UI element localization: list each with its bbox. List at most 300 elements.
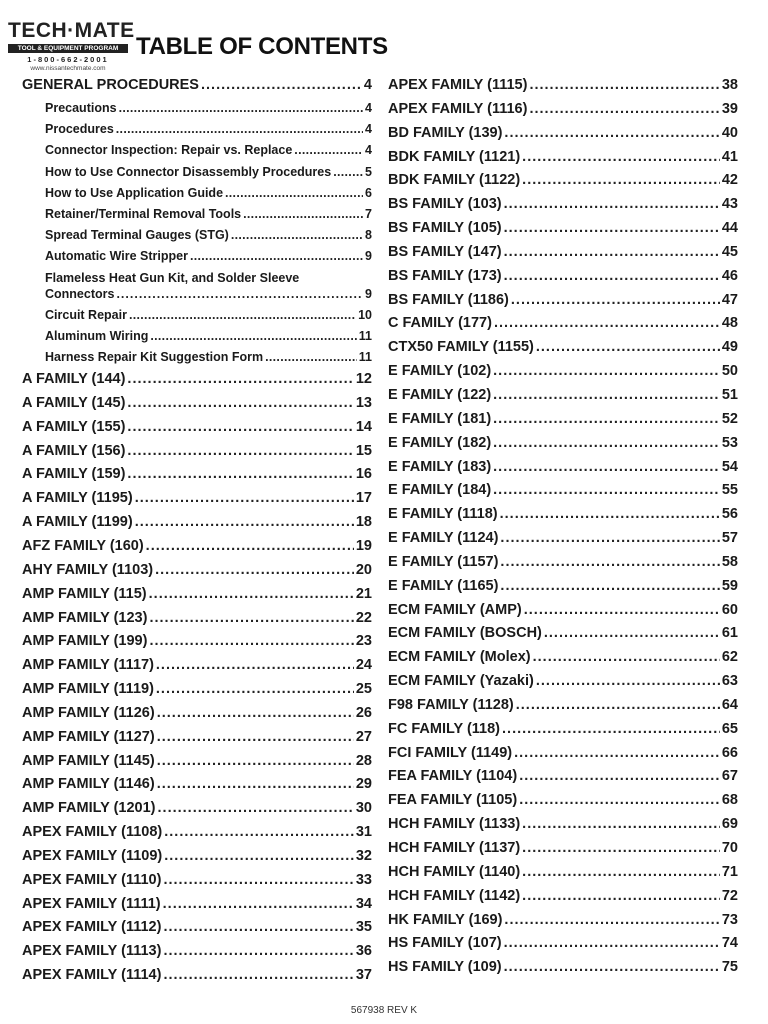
toc-entry-label: CTX50 FAMILY (1155): [388, 339, 534, 356]
toc-entry[interactable]: [22, 705, 372, 729]
toc-entry[interactable]: [22, 896, 372, 920]
dot-leader: [127, 419, 353, 435]
toc-subentry[interactable]: [45, 101, 372, 122]
techmate-logo: [8, 19, 135, 72]
toc-entry[interactable]: [22, 586, 372, 610]
toc-entry-page: 18: [355, 514, 372, 531]
dot-leader: [504, 912, 719, 928]
toc-entry-page: 15: [355, 442, 372, 459]
dot-leader: [533, 649, 720, 665]
dot-leader: [116, 287, 363, 301]
logo-brand: TECH·MATE: [8, 19, 135, 42]
toc-entry-label: AFZ FAMILY (160): [22, 537, 144, 554]
toc-entry-page: 19: [355, 537, 372, 554]
toc-entry-page: 36: [355, 943, 372, 960]
toc-subentry[interactable]: [45, 207, 372, 228]
dot-leader: [522, 172, 720, 188]
toc-entry-page: 24: [355, 657, 372, 674]
toc-entry-page: 63: [721, 673, 738, 690]
toc-entry[interactable]: [22, 967, 372, 991]
dot-leader: [522, 816, 720, 832]
toc-entry-label: E FAMILY (1118): [388, 506, 498, 523]
toc-entry-page: 55: [721, 482, 738, 499]
toc-entry[interactable]: [388, 411, 738, 435]
toc-subentry[interactable]: [45, 329, 372, 350]
toc-entry[interactable]: [22, 872, 372, 896]
dot-leader: [157, 705, 354, 721]
dot-leader: [163, 943, 353, 959]
toc-entry[interactable]: [22, 610, 372, 634]
toc-subentry-wrapped[interactable]: [45, 271, 372, 308]
toc-entry-label: AMP FAMILY (115): [22, 585, 147, 602]
dot-leader: [519, 792, 720, 808]
toc-column-left: [22, 77, 372, 991]
toc-entry-page: 28: [355, 752, 372, 769]
toc-entry-page: 33: [355, 871, 372, 888]
dot-leader: [158, 800, 354, 816]
dot-leader: [529, 101, 719, 117]
toc-entry-page: 12: [355, 371, 372, 388]
toc-subentry[interactable]: [45, 165, 372, 186]
dot-leader: [493, 482, 720, 498]
toc-entry[interactable]: [388, 506, 738, 530]
toc-entry-label: BS FAMILY (105): [388, 220, 502, 237]
toc-entry-label: APEX FAMILY (1108): [22, 824, 163, 841]
toc-entry-label: AMP FAMILY (1126): [22, 704, 155, 721]
toc-entry-label: HS FAMILY (107): [388, 935, 502, 952]
toc-entry-line2[interactable]: [45, 287, 372, 306]
dot-leader: [494, 315, 720, 331]
toc-entry-page: 14: [355, 418, 372, 435]
toc-entry[interactable]: [388, 816, 738, 840]
toc-entry[interactable]: [388, 602, 738, 626]
toc-entry[interactable]: [388, 768, 738, 792]
toc-entry[interactable]: [22, 776, 372, 800]
dot-leader: [225, 186, 363, 200]
dot-leader: [157, 776, 354, 792]
toc-entry-label: APEX FAMILY (1111): [22, 895, 161, 912]
dot-leader: [493, 411, 720, 427]
dot-leader: [493, 363, 720, 379]
toc-entry[interactable]: [388, 745, 738, 769]
toc-entry-label: E FAMILY (181): [388, 410, 492, 427]
toc-entry-label: How to Use Connector Disassembly Procedures: [45, 164, 332, 179]
toc-entry[interactable]: [22, 538, 372, 562]
toc-list-left: [22, 371, 372, 991]
toc-entry[interactable]: [388, 673, 738, 697]
toc-entry-label: Connectors: [45, 286, 115, 301]
toc-entry-page: 40: [721, 124, 738, 141]
toc-entry-page: 66: [721, 744, 738, 761]
toc-entry-label: E FAMILY (1157): [388, 553, 499, 570]
toc-entry-page: 65: [721, 720, 738, 737]
toc-entry-label: APEX FAMILY (1110): [22, 871, 162, 888]
toc-entry-label: AMP FAMILY (1145): [22, 752, 155, 769]
toc-entry-page: 60: [721, 601, 738, 618]
toc-entry-page: 51: [721, 386, 738, 403]
toc-entry-page: 26: [355, 704, 372, 721]
toc-entry[interactable]: [388, 482, 738, 506]
toc-entry[interactable]: [388, 721, 738, 745]
toc-entry-page: 39: [721, 100, 738, 117]
toc-entry-label: BS FAMILY (173): [388, 267, 502, 284]
toc-entry[interactable]: [388, 387, 738, 411]
toc-entry-page: 42: [721, 172, 738, 189]
toc-entry-page: 23: [355, 633, 372, 650]
toc-entry-page: 30: [355, 800, 372, 817]
toc-entry-label: AMP FAMILY (1201): [22, 800, 156, 817]
toc-entry-label: E FAMILY (1124): [388, 530, 499, 547]
dot-leader: [511, 292, 720, 308]
toc-subentry[interactable]: [45, 122, 372, 143]
toc-entry-page: 29: [355, 776, 372, 793]
toc-subentry[interactable]: [45, 350, 372, 371]
toc-entry-label: HCH FAMILY (1133): [388, 816, 521, 833]
dot-leader: [157, 729, 354, 745]
toc-entry-label: ECM FAMILY (Molex): [388, 649, 531, 666]
toc-entry-page: 5: [365, 164, 372, 179]
toc-entry-page: 53: [721, 434, 738, 451]
dot-leader: [544, 625, 720, 641]
toc-entry-page: 46: [721, 267, 738, 284]
toc-entry[interactable]: [22, 681, 372, 705]
toc-entry-label: BD FAMILY (139): [388, 124, 503, 141]
dot-leader: [127, 443, 353, 459]
dot-leader: [127, 395, 353, 411]
toc-entry-label: AMP FAMILY (1119): [22, 681, 154, 698]
dot-leader: [265, 350, 357, 364]
dot-leader: [163, 919, 353, 935]
toc-entry-page: 72: [721, 887, 738, 904]
toc-entry[interactable]: [388, 315, 738, 339]
toc-entry-page: 68: [721, 792, 738, 809]
toc-entry-page: 62: [721, 649, 738, 666]
dot-leader: [519, 768, 720, 784]
toc-entry-page: 69: [721, 816, 738, 833]
toc-entry-label: AMP FAMILY (1127): [22, 728, 155, 745]
toc-entry-page: 17: [355, 490, 372, 507]
toc-entry-label: HK FAMILY (169): [388, 911, 503, 928]
toc-entry-page: 67: [721, 768, 738, 785]
dot-leader: [504, 220, 720, 236]
toc-entry-page: 75: [721, 959, 738, 976]
dot-leader: [149, 610, 353, 626]
toc-entry[interactable]: [22, 729, 372, 753]
toc-entry[interactable]: [388, 459, 738, 483]
toc-entry[interactable]: [388, 697, 738, 721]
dot-leader: [504, 244, 720, 260]
toc-entry[interactable]: [388, 220, 738, 244]
toc-entry-label: FEA FAMILY (1104): [388, 768, 518, 785]
toc-entry-label: E FAMILY (102): [388, 363, 492, 380]
toc-entry-page: 4: [363, 77, 372, 93]
toc-entry-label: AMP FAMILY (1146): [22, 776, 155, 793]
toc-entry-label: A FAMILY (1195): [22, 490, 133, 507]
dot-leader: [127, 371, 353, 387]
toc-entry-label: Precautions: [45, 101, 117, 115]
dot-leader: [502, 721, 720, 737]
dot-leader: [524, 602, 720, 618]
toc-entry[interactable]: [22, 466, 372, 490]
toc-entry[interactable]: [388, 172, 738, 196]
dot-leader: [529, 77, 719, 93]
dot-leader: [156, 657, 354, 673]
toc-entry[interactable]: [388, 625, 738, 649]
toc-entry-label: A FAMILY (155): [22, 418, 126, 435]
toc-entry[interactable]: [22, 848, 372, 872]
toc-entry[interactable]: [22, 657, 372, 681]
dot-leader: [149, 586, 354, 602]
toc-entry[interactable]: [388, 888, 738, 912]
toc-entry[interactable]: [22, 753, 372, 777]
dot-leader: [163, 967, 353, 983]
toc-entry-page: 48: [721, 315, 738, 332]
toc-entry-page: 4: [365, 122, 372, 137]
toc-entry-label: AMP FAMILY (199): [22, 633, 148, 650]
toc-entry-page: 27: [355, 728, 372, 745]
toc-entry-page: 20: [355, 561, 372, 578]
toc-entry[interactable]: [22, 943, 372, 967]
dot-leader: [504, 125, 719, 141]
toc-entry[interactable]: [388, 268, 738, 292]
dot-leader: [522, 840, 720, 856]
toc-entry-label: BDK FAMILY (1122): [388, 172, 521, 189]
dot-leader: [163, 872, 353, 888]
toc-entry-page: 16: [355, 466, 372, 483]
toc-column-right: [388, 77, 738, 983]
dot-leader: [333, 165, 363, 179]
toc-entry-label: AMP FAMILY (1117): [22, 657, 154, 674]
toc-entry[interactable]: [22, 371, 372, 395]
toc-entry-page: 54: [721, 458, 738, 475]
toc-entry-page: 41: [721, 148, 738, 165]
toc-entry-label: A FAMILY (144): [22, 371, 126, 388]
toc-entry-page: 31: [355, 824, 372, 841]
toc-subentry[interactable]: [45, 143, 372, 164]
toc-entry-label: AMP FAMILY (123): [22, 609, 148, 626]
toc-entry[interactable]: [388, 196, 738, 220]
toc-entry-label: HS FAMILY (109): [388, 959, 502, 976]
toc-entry[interactable]: [388, 77, 738, 101]
dot-leader: [116, 122, 363, 136]
toc-entry-label: Circuit Repair: [45, 307, 127, 322]
toc-entry-page: 50: [721, 363, 738, 380]
toc-entry[interactable]: [388, 935, 738, 959]
toc-entry[interactable]: [22, 419, 372, 443]
toc-entry-label: HCH FAMILY (1142): [388, 887, 521, 904]
toc-entry-page: 49: [721, 339, 738, 356]
dot-leader: [231, 228, 363, 242]
toc-subentry[interactable]: [45, 228, 372, 249]
dot-leader: [149, 633, 353, 649]
dot-leader: [164, 848, 354, 864]
toc-entry[interactable]: [388, 840, 738, 864]
toc-entry-label: A FAMILY (159): [22, 466, 126, 483]
toc-subentry[interactable]: [45, 308, 372, 329]
dot-leader: [119, 101, 363, 115]
toc-entry-page: 58: [721, 553, 738, 570]
toc-entry-label: ECM FAMILY (BOSCH): [388, 625, 542, 642]
dot-leader: [146, 538, 354, 554]
toc-entry-page: 74: [721, 935, 738, 952]
dot-leader: [157, 753, 354, 769]
toc-entry-label: BS FAMILY (103): [388, 196, 502, 213]
dot-leader: [201, 77, 362, 93]
toc-entry-label: Aluminum Wiring: [45, 328, 149, 343]
dot-leader: [500, 578, 719, 594]
toc-entry-page: 34: [355, 895, 372, 912]
dot-leader: [522, 864, 720, 880]
toc-entry-page: 11: [358, 349, 372, 364]
toc-entry-label: APEX FAMILY (1113): [22, 943, 162, 960]
dot-leader: [135, 514, 354, 530]
toc-entry-page: 11: [358, 328, 372, 343]
toc-entry[interactable]: [388, 530, 738, 554]
logo-url: www.nissantechmate.com: [30, 65, 106, 72]
toc-entry-page: 59: [721, 577, 738, 594]
toc-entry-label: Procedures: [45, 122, 114, 137]
toc-subentry[interactable]: [45, 186, 372, 207]
toc-entry[interactable]: [22, 490, 372, 514]
toc-entry-page: 9: [365, 286, 372, 301]
dot-leader: [536, 339, 720, 355]
toc-entry-label: Retainer/Terminal Removal Tools: [45, 206, 242, 221]
dot-leader: [500, 530, 719, 546]
dot-leader: [163, 896, 354, 912]
toc-entry-label: E FAMILY (122): [388, 386, 492, 403]
toc-entry-page: 4: [365, 143, 372, 158]
toc-entry-page: 47: [721, 291, 738, 308]
dot-leader: [504, 196, 720, 212]
toc-entry-page: 4: [365, 101, 372, 115]
toc-entry-page: 13: [355, 394, 372, 411]
toc-entry-page: 32: [355, 847, 372, 864]
toc-entry-page: 10: [358, 307, 372, 322]
dot-leader: [493, 387, 720, 403]
toc-entry[interactable]: [388, 912, 738, 936]
logo-tagline: TOOL & EQUIPMENT PROGRAM: [8, 44, 128, 53]
toc-subentry[interactable]: [45, 249, 372, 270]
toc-entry[interactable]: [388, 864, 738, 888]
page-title: TABLE OF CONTENTS: [136, 33, 388, 60]
toc-entry[interactable]: [22, 395, 372, 419]
toc-entry-page: 25: [355, 681, 372, 698]
toc-entry-page: 44: [721, 220, 738, 237]
dot-leader: [516, 697, 720, 713]
dot-leader: [164, 824, 354, 840]
toc-entry-label: APEX FAMILY (1116): [388, 100, 528, 117]
toc-entry-label: GENERAL PROCEDURES: [22, 77, 199, 93]
toc-entry-label: BDK FAMILY (1121): [388, 148, 521, 165]
dot-leader: [500, 506, 720, 522]
toc-entry[interactable]: [388, 125, 738, 149]
toc-entry-page: 21: [355, 585, 372, 602]
toc-entry-page: 35: [355, 919, 372, 936]
toc-entry-page: 8: [365, 228, 372, 243]
toc-entry[interactable]: [22, 562, 372, 586]
toc-entry[interactable]: [22, 800, 372, 824]
toc-entry[interactable]: [388, 363, 738, 387]
toc-entry-general-procedures[interactable]: [22, 77, 372, 101]
toc-entry-label: HCH FAMILY (1140): [388, 863, 521, 880]
dot-leader: [522, 888, 720, 904]
toc-entry-label: A FAMILY (1199): [22, 514, 133, 531]
toc-entry[interactable]: [388, 959, 738, 983]
toc-entry[interactable]: [388, 792, 738, 816]
toc-entry-label: Spread Terminal Gauges (STG): [45, 228, 229, 243]
toc-entry-page: 7: [365, 206, 372, 221]
dot-leader: [504, 268, 720, 284]
dot-leader: [514, 745, 720, 761]
toc-entry-label: ECM FAMILY (Yazaki): [388, 673, 534, 690]
toc-entry-label: BS FAMILY (147): [388, 243, 502, 260]
dot-leader: [156, 681, 354, 697]
dot-leader: [493, 435, 720, 451]
toc-entry-label-line1: Flameless Heat Gun Kit, and Solder Sleeve: [45, 270, 300, 285]
toc-entry-page: 6: [365, 185, 372, 200]
toc-entry[interactable]: [22, 514, 372, 538]
toc-entry[interactable]: [388, 554, 738, 578]
toc-entry[interactable]: [388, 149, 738, 173]
toc-entry-label: FEA FAMILY (1105): [388, 792, 518, 809]
toc-entry-label: APEX FAMILY (1115): [388, 77, 528, 93]
toc-entry-label: BS FAMILY (1186): [388, 291, 509, 308]
toc-entry-label: A FAMILY (145): [22, 394, 126, 411]
toc-entry-page: 57: [721, 530, 738, 547]
dot-leader: [536, 673, 720, 689]
dot-leader: [135, 490, 354, 506]
toc-entry-page: 37: [355, 967, 372, 984]
toc-entry-page: 22: [355, 609, 372, 626]
dot-leader: [504, 959, 720, 975]
toc-entry-page: 70: [721, 840, 738, 856]
toc-entry[interactable]: [388, 292, 738, 316]
dot-leader: [155, 562, 354, 578]
toc-entry-page: 73: [721, 911, 738, 928]
toc-entry-label: Harness Repair Kit Suggestion Form: [45, 349, 264, 364]
toc-entry-page: 43: [721, 196, 738, 213]
toc-entry[interactable]: [388, 244, 738, 268]
toc-entry[interactable]: [22, 633, 372, 657]
logo-phone: 1-800-662-2001: [27, 55, 109, 64]
toc-entry-page: 45: [721, 243, 738, 260]
toc-entry-label: A FAMILY (156): [22, 442, 126, 459]
toc-entry-label: How to Use Application Guide: [45, 185, 224, 200]
toc-entry[interactable]: [388, 435, 738, 459]
toc-entry-page: 56: [721, 506, 738, 523]
toc-entry-label: FC FAMILY (118): [388, 720, 501, 737]
dot-leader: [500, 554, 719, 570]
toc-entry[interactable]: [388, 101, 738, 125]
toc-entry[interactable]: [22, 824, 372, 848]
toc-entry-page: 52: [721, 410, 738, 427]
toc-entry[interactable]: [388, 578, 738, 602]
toc-entry-label: E FAMILY (184): [388, 482, 492, 499]
toc-entry-label: E FAMILY (182): [388, 434, 492, 451]
dot-leader: [129, 308, 356, 322]
toc-entry-label: HCH FAMILY (1137): [388, 840, 521, 856]
toc-entry-label: AHY FAMILY (1103): [22, 561, 154, 578]
dot-leader: [243, 207, 363, 221]
toc-entry-page: 64: [721, 696, 738, 713]
dot-leader: [150, 329, 356, 343]
toc-entry-label: Connector Inspection: Repair vs. Replace: [45, 143, 293, 158]
toc-entry[interactable]: [388, 649, 738, 673]
toc-entry[interactable]: [388, 339, 738, 363]
toc-entry[interactable]: [22, 919, 372, 943]
toc-entry[interactable]: [22, 443, 372, 467]
toc-entry-page: 71: [721, 863, 738, 880]
